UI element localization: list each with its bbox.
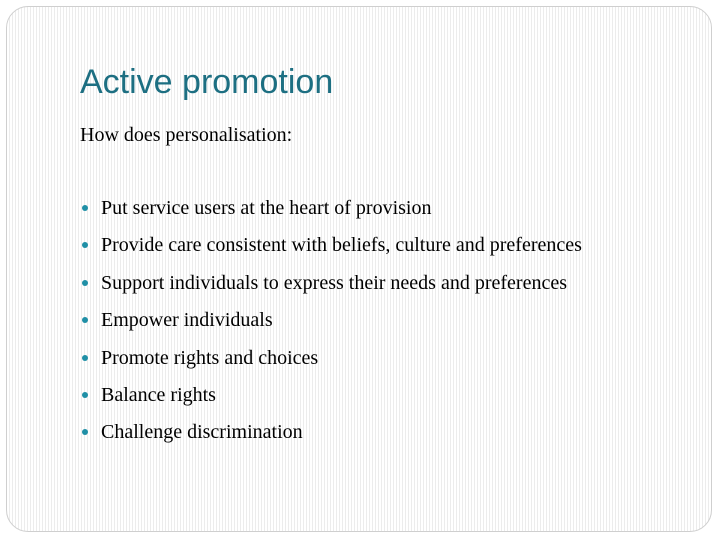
- bullet-item: [80, 418, 582, 455]
- bullet-item: [80, 306, 582, 343]
- bullet-list: [80, 194, 582, 456]
- bullet-dot-icon: [82, 317, 88, 323]
- bullet-text: Provide care consistent with beliefs, culture and preferences: [101, 234, 582, 257]
- slide-title: Active promotion: [80, 63, 334, 101]
- bullet-dot-icon: [82, 242, 88, 248]
- bullet-dot-icon: [82, 355, 88, 361]
- bullet-text: Promote rights and choices: [101, 346, 319, 369]
- bullet-dot-icon: [82, 205, 88, 211]
- bullet-item: [80, 231, 582, 268]
- bullet-item: [80, 381, 582, 418]
- bullet-item: [80, 344, 582, 381]
- bullet-text: Put service users at the heart of provision: [101, 197, 432, 219]
- bullet-text: Balance rights: [101, 383, 216, 406]
- bullet-dot-icon: [82, 392, 88, 398]
- intro-text: How does personalisation:: [80, 124, 293, 146]
- bullet-dot-icon: [82, 280, 88, 286]
- bullet-text: Empower individuals: [101, 309, 273, 332]
- bullet-dot-icon: [82, 429, 88, 435]
- bullet-item: [80, 194, 582, 231]
- bullet-item: [80, 269, 582, 306]
- bullet-text: Challenge discrimination: [101, 421, 303, 444]
- bullet-text: Support individuals to express their needs and preferences: [101, 271, 567, 294]
